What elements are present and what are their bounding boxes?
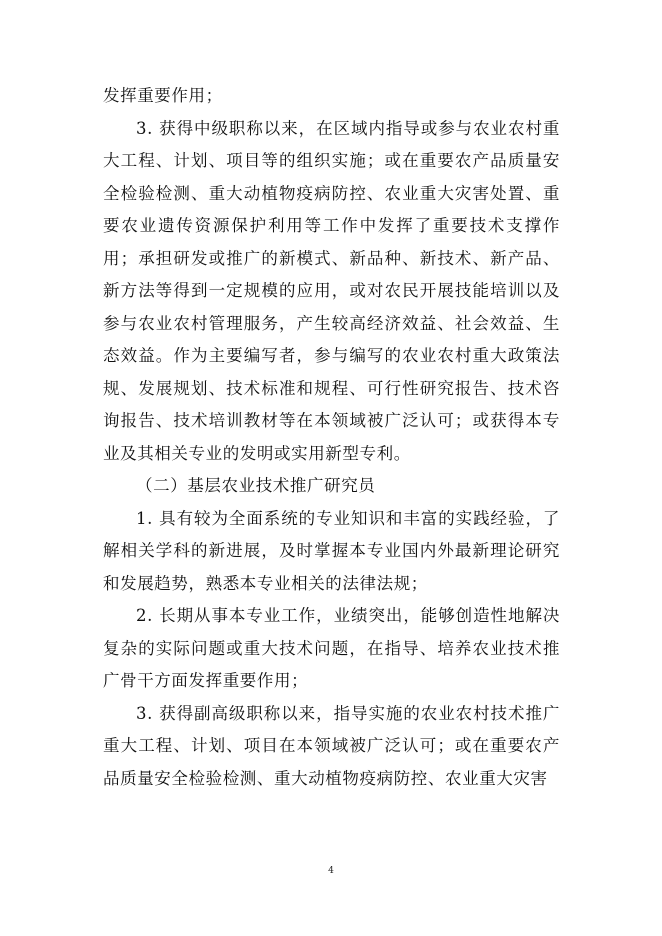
paragraph-item-2: 2. 长期从事本专业工作，业绩突出，能够创造性地解决复杂的实际问题或重大技术问题，在指导、培养农业技术推广骨干方面发挥重要作用； [103, 606, 560, 690]
document-body [103, 80, 560, 795]
paragraph-item-3-intermediate: 3. 获得中级职称以来，在区域内指导或参与农业农村重大工程、计划、项目等的组织实施；或在重要农产品质量安全检验检测、重大动植物疫病防控、农业重大灾害处置、重要农业遗传资源保护利用等工作中发挥了重要技术支撑作用；承担研发或推广的新模式、新品种、新技术、新产品、新方法等得到一定规模的应用，或对农民开展技能培训以及参与农业农村管理服务，产生较高经济效益、社会效益、生态效益。作为主要编写者，参与编写的农业农村重大政策法规、发展规划、技术标准和规程、可行性研究报告、技术咨询报告、技术培训教材等在本领域被广泛认可；或获得本专业及其相关专业的发明或实用新型专利。 [103, 118, 560, 463]
page-number: 4 [328, 866, 334, 876]
paragraph-item-1: 1. 具有较为全面系统的专业知识和丰富的实践经验，了解相关学科的新进展，及时掌握本专业国内外最新理论研究和发展趋势，熟悉本专业相关的法律法规； [103, 508, 560, 593]
paragraph-item-3-senior: 3. 获得副高级职称以来，指导实施的农业农村技术推广重大工程、计划、项目在本领域被广泛认可；或在重要农产品质量安全检验检测、重大动植物疫病防控、农业重大灾害 [103, 703, 560, 788]
paragraph-continuation: 发挥重要作用； [103, 86, 223, 105]
section-heading-researcher: （二）基层农业技术推广研究员 [136, 476, 376, 495]
